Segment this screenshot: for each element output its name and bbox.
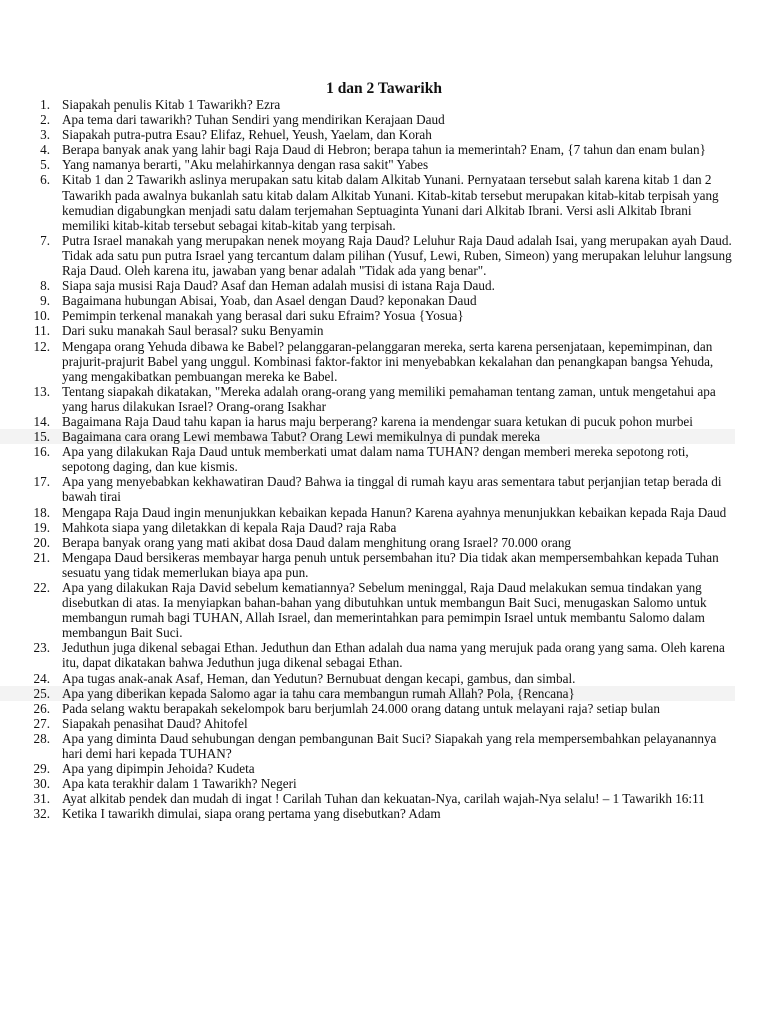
list-item xyxy=(0,157,735,172)
list-item xyxy=(0,520,735,535)
item-text: Ayat alkitab pendek dan mudah di ingat ! Carilah Tuhan dan kekuatan-Nya, carilah wajah-Nya selalu! – 1 Tawarikh 16:11 xyxy=(62,791,705,807)
item-text: Apa yang diminta Daud sehubungan dengan pembangunan Bait Suci? Siapakah yang rela mempersembahkan pelayanannya hari demi hari kepada TUHAN? xyxy=(62,730,717,762)
item-text: Apa yang dilakukan Raja David sebelum kematiannya? Sebelum meninggal, Raja Daud melakukan semua tindakan yang disebutkan di atas. Ia menyiapkan bahan-bahan yang dibutuhkan untuk membangun Bait Suci, menugaskan Salomo untuk membangun rumah bagi TUHAN, Allah Israel, dan memerintahkan para pemimpin Israel untuk membantu Salomo dalam membangun Bait Suci. xyxy=(62,580,707,641)
item-number: 23. xyxy=(33,640,50,656)
item-number: 2. xyxy=(40,112,50,128)
list-item xyxy=(0,701,735,716)
list-item xyxy=(0,339,735,384)
item-text: Apa yang menyebabkan kekhawatiran Daud? Bahwa ia tinggal di rumah kayu aras sementara tabut perjanjian tetap berada di bawah tirai xyxy=(62,474,722,505)
item-number: 9. xyxy=(40,293,50,309)
item-text: Berapa banyak orang yang mati akibat dosa Daud dalam menghitung orang Israel? 70.000 orang xyxy=(62,534,572,550)
item-number: 3. xyxy=(40,127,50,143)
list-item xyxy=(0,233,735,278)
item-text: Siapa saja musisi Raja Daud? Asaf dan Heman adalah musisi di istana Raja Daud. xyxy=(62,278,495,294)
list-item xyxy=(0,112,735,127)
item-text: Siapakah penulis Kitab 1 Tawarikh? Ezra xyxy=(62,97,281,112)
question-list xyxy=(0,97,735,822)
list-item xyxy=(0,716,735,731)
item-text: Dari suku manakah Saul berasal? suku Benyamin xyxy=(62,323,324,339)
item-text: Apa tugas anak-anak Asaf, Heman, dan Yedutun? Bernubuat dengan kecapi, gambus, dan simbal. xyxy=(62,670,576,686)
item-text: Putra Israel manakah yang merupakan nenek moyang Raja Daud? Leluhur Raja Daud adalah Isai, yang merupakan ayah Daud. Tidak ada satu pun putra Israel yang tercantum dalam pilihan (Yusuf, Lewi, Ruben, Simeon) yang merupakan leluhur langsung Raja Daud. Oleh karena itu, jawaban yang benar adalah "Tidak ada yang benar". xyxy=(62,232,732,279)
list-item xyxy=(0,474,735,504)
list-item xyxy=(0,640,735,670)
document-title: 1 dan 2 Tawarikh xyxy=(326,80,442,97)
item-number: 21. xyxy=(33,549,50,565)
list-item xyxy=(0,429,735,444)
item-number: 10. xyxy=(33,308,50,324)
item-number: 11. xyxy=(34,323,50,339)
item-text: Siapakah penasihat Daud? Ahitofel xyxy=(62,715,248,731)
list-item xyxy=(0,550,735,580)
item-number: 5. xyxy=(40,157,50,173)
item-number: 15. xyxy=(33,429,50,445)
item-number: 6. xyxy=(40,172,50,188)
list-item xyxy=(0,172,735,232)
list-item xyxy=(0,444,735,474)
list-item xyxy=(0,731,735,761)
item-number: 20. xyxy=(33,534,50,550)
item-text: Apa yang dipimpin Jehoida? Kudeta xyxy=(62,761,255,777)
list-item xyxy=(0,384,735,414)
item-number: 1. xyxy=(40,97,50,112)
list-item xyxy=(0,308,735,323)
item-number: 19. xyxy=(33,519,50,535)
item-number: 4. xyxy=(40,142,50,158)
list-item xyxy=(0,97,735,112)
list-item xyxy=(0,414,735,429)
list-item xyxy=(0,776,735,791)
list-item xyxy=(0,505,735,520)
list-item xyxy=(0,142,735,157)
item-text: Apa yang diberikan kepada Salomo agar ia tahu cara membangun rumah Allah? Pola, {Rencana} xyxy=(62,685,575,701)
list-item xyxy=(0,535,735,550)
item-text: Berapa banyak anak yang lahir bagi Raja Daud di Hebron; berapa tahun ia memerintah? Enam, {7 tahun dan enam bulan} xyxy=(62,142,706,158)
item-number: 27. xyxy=(33,715,50,731)
item-number: 7. xyxy=(40,232,50,248)
item-number: 13. xyxy=(33,383,50,399)
item-text: Tentang siapakah dikatakan, "Mereka adalah orang-orang yang memiliki pemahaman tentang zaman, untuk mengetahui apa yang harus dilakukan Israel? Orang-orang Isakhar xyxy=(62,383,716,414)
item-number: 14. xyxy=(33,413,50,429)
item-text: Bagaimana Raja Daud tahu kapan ia harus maju berperang? karena ia mendengar suara ketukan di pucuk pohon murbei xyxy=(62,413,693,429)
list-item xyxy=(0,278,735,293)
item-text: Pemimpin terkenal manakah yang berasal dari suku Efraim? Yosua {Yosua} xyxy=(62,308,464,324)
item-number: 16. xyxy=(33,444,50,460)
item-text: Jeduthun juga dikenal sebagai Ethan. Jeduthun dan Ethan adalah dua nama yang merujuk pada orang yang sama. Oleh karena itu, dapat dikatakan bahwa Jeduthun juga dikenal sebagai Ethan. xyxy=(62,640,725,671)
item-number: 29. xyxy=(33,761,50,777)
item-number: 8. xyxy=(40,278,50,294)
item-number: 30. xyxy=(33,776,50,792)
item-text: Mengapa Daud bersikeras membayar harga penuh untuk persembahan itu? Dia tidak akan mempersembahkan kepada Tuhan sesuatu yang tidak memerlukan biaya apa pun. xyxy=(62,549,719,580)
item-text: Mengapa orang Yehuda dibawa ke Babel? pelanggaran-pelanggaran mereka, serta karena persenjataan, kepemimpinan, dan prajurit-prajurit Babel yang unggul. Kombinasi faktor-faktor ini menyebabkan kekalahan dan penangkapan bangsa Yehuda, yang mengakibatkan pembuangan mereka ke Babel. xyxy=(62,338,714,384)
list-item xyxy=(0,671,735,686)
item-text: Bagaimana hubungan Abisai, Yoab, dan Asael dengan Daud? keponakan Daud xyxy=(62,293,477,309)
item-number: 32. xyxy=(33,806,50,822)
item-number: 22. xyxy=(33,580,50,595)
item-number: 26. xyxy=(33,700,50,716)
item-text: Apa kata terakhir dalam 1 Tawarikh? Negeri xyxy=(62,776,297,792)
item-number: 17. xyxy=(33,474,50,490)
list-item xyxy=(0,806,735,821)
list-item xyxy=(0,761,735,776)
item-number: 31. xyxy=(33,791,50,807)
item-text: Kitab 1 dan 2 Tawarikh aslinya merupakan satu kitab dalam Alkitab Yunani. Pernyataan tersebut salah karena kitab 1 dan 2 Tawarikh pada awalnya bukanlah satu kitab dalam Alkitab Yunani. Kitab-kitab tersebut merupakan kitab-kitab terpisah yang kemudian digabungkan menjadi satu dalam terjemahan Septuaginta Yunani dari Alkitab Ibrani. Versi asli Alkitab Ibrani memiliki kitab-kitab tersebut sebagai kitab-kitab yang terpisah. xyxy=(62,172,719,233)
item-text: Siapakah putra-putra Esau? Elifaz, Rehuel, Yeush, Yaelam, dan Korah xyxy=(62,127,432,143)
item-text: Apa tema dari tawarikh? Tuhan Sendiri yang mendirikan Kerajaan Daud xyxy=(62,112,445,128)
item-text: Mengapa Raja Daud ingin menunjukkan kebaikan kepada Hanun? Karena ayahnya menunjukkan kebaikan kepada Raja Daud xyxy=(62,504,727,520)
item-number: 12. xyxy=(33,338,50,354)
list-item xyxy=(0,791,735,806)
item-text: Bagaimana cara orang Lewi membawa Tabut? Orang Lewi memikulnya di pundak mereka xyxy=(62,429,541,445)
item-text: Ketika I tawarikh dimulai, siapa orang pertama yang disebutkan? Adam xyxy=(62,806,441,822)
item-text: Pada selang waktu berapakah sekelompok baru berjumlah 24.000 orang datang untuk melayani raja? setiap bulan xyxy=(62,700,661,716)
item-number: 24. xyxy=(33,670,50,686)
list-item xyxy=(0,580,735,640)
list-item xyxy=(0,127,735,142)
item-number: 25. xyxy=(33,685,50,701)
list-item xyxy=(0,293,735,308)
item-text: Apa yang dilakukan Raja Daud untuk memberkati umat dalam nama TUHAN? dengan memberi mereka sepotong roti, sepotong daging, dan kue kismis. xyxy=(62,444,689,475)
item-text: Yang namanya berarti, "Aku melahirkannya dengan rasa sakit" Yabes xyxy=(62,157,429,173)
item-text: Mahkota siapa yang diletakkan di kepala Raja Daud? raja Raba xyxy=(62,519,397,535)
item-number: 18. xyxy=(33,504,50,520)
item-number: 28. xyxy=(33,730,50,746)
list-item xyxy=(0,323,735,338)
list-item xyxy=(0,686,735,701)
